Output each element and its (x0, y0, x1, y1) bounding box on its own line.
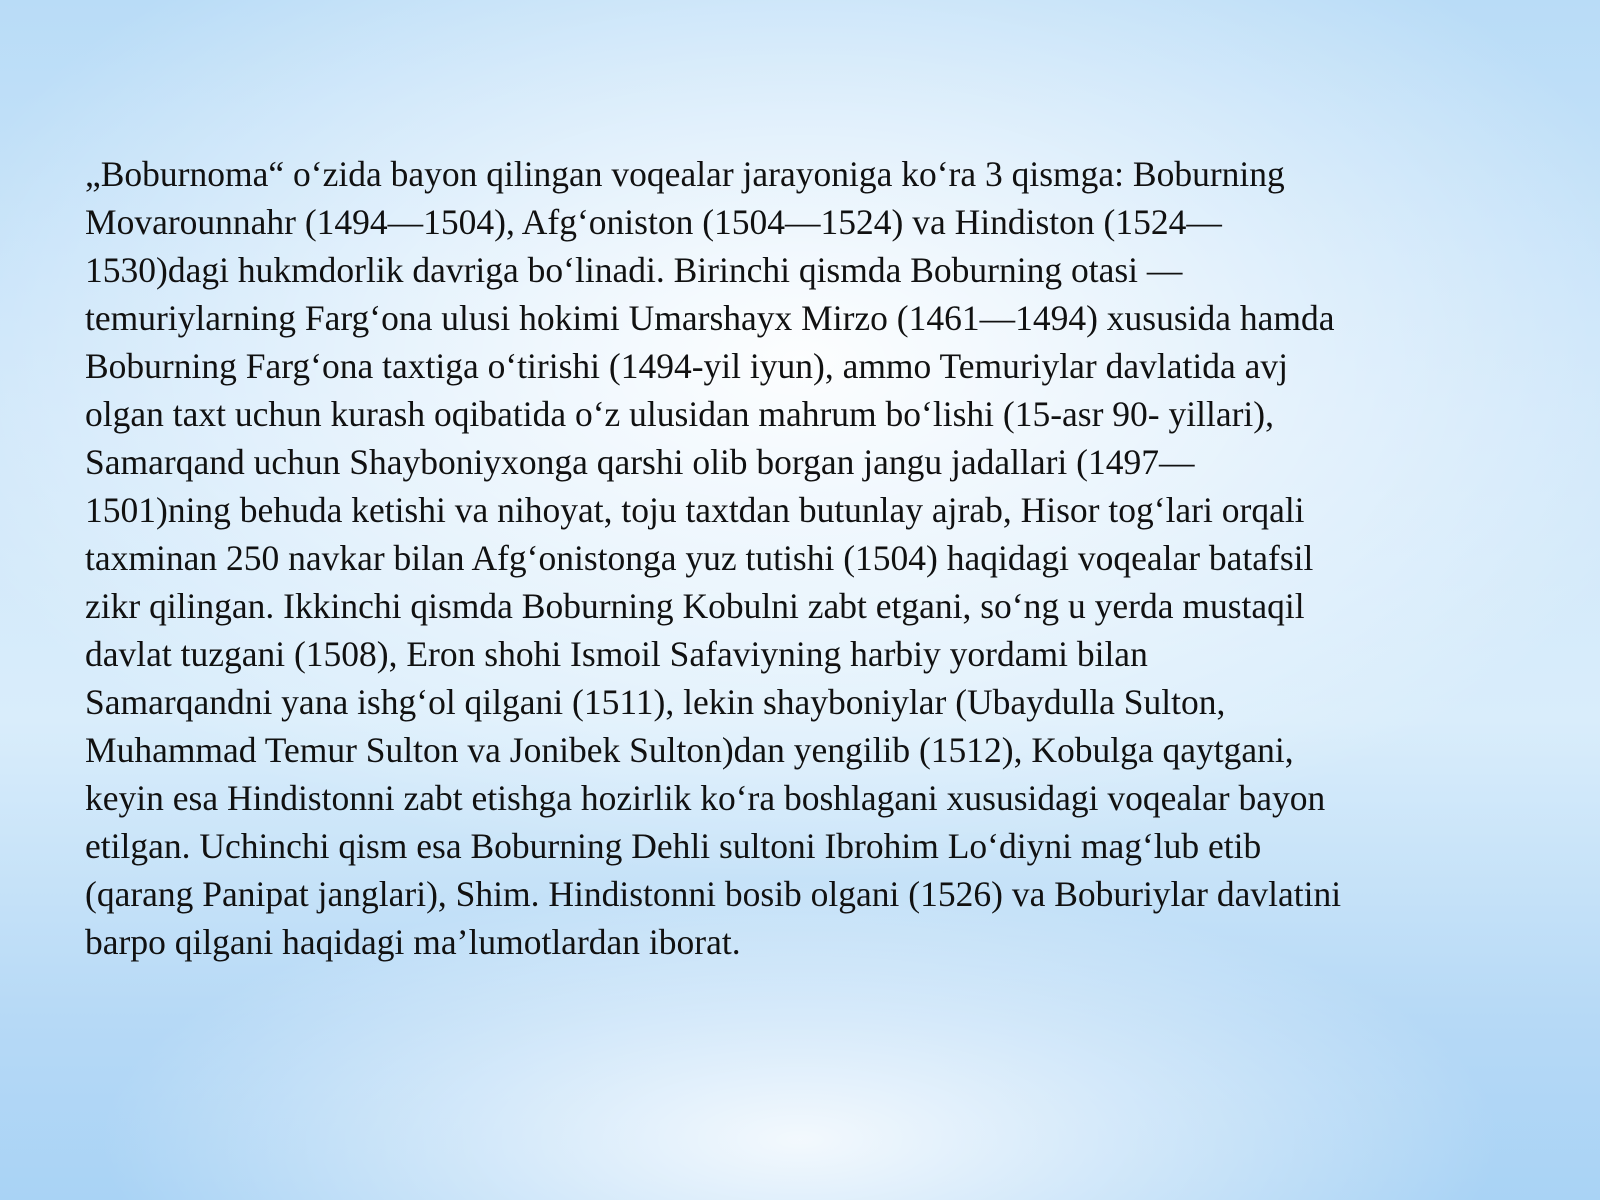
slide-body-text: „Boburnoma“ o‘zida bayon qilingan voqealar jarayoniga ko‘ra 3 qismga: Boburning Movarounnahr (1494—1504), Afg‘oniston (1504—1524) va Hindiston (1524— 1530)dagi hukmdorlik davriga bo‘linadi. Birinchi qismda Boburning otasi — temuriylarning Farg‘ona ulusi hokimi Umarshayx Mirzo (1461—1494) xususida hamda Boburning Farg‘ona taxtiga o‘tirishi (1494-yil iyun), ammo Temuriylar davlatida avj olgan taxt uchun kurash oqibatida o‘z ulusidan mahrum bo‘lishi (15-asr 90- yillari), Samarqand uchun Shayboniyxonga qarshi olib borgan jangu jadallari (1497— 1501)ning behuda ketishi va nihoyat, toju taxtdan butunlay ajrab, Hisor tog‘lari orqali taxminan 250 navkar bilan Afg‘onistonga yuz tutishi (1504) haqidagi voqealar batafsil zikr qilingan. Ikkinchi qismda Boburning Kobulni zabt etgani, so‘ng u yerda mustaqil davlat tuzgani (1508), Eron shohi Ismoil Safaviyning harbiy yordami bilan Samarqandni yana ishg‘ol qilgani (1511), lekin shayboniylar (Ubaydulla Sulton, Muhammad Temur Sulton va Jonibek Sulton)dan yengilib (1512), Kobulga qaytgani, keyin esa Hindistonni zabt etishga hozirlik ko‘ra boshlagani xususidagi voqealar bayon etilgan. Uchinchi qism esa Boburning Dehli sultoni Ibrohim Lo‘diyni mag‘lub etib (qarang Panipat janglari), Shim. Hindistonni bosib olgani (1526) va Boburiylar davlatini barpo qilgani haqidagi ma’lumotlardan iborat. (85, 154, 1342, 962)
